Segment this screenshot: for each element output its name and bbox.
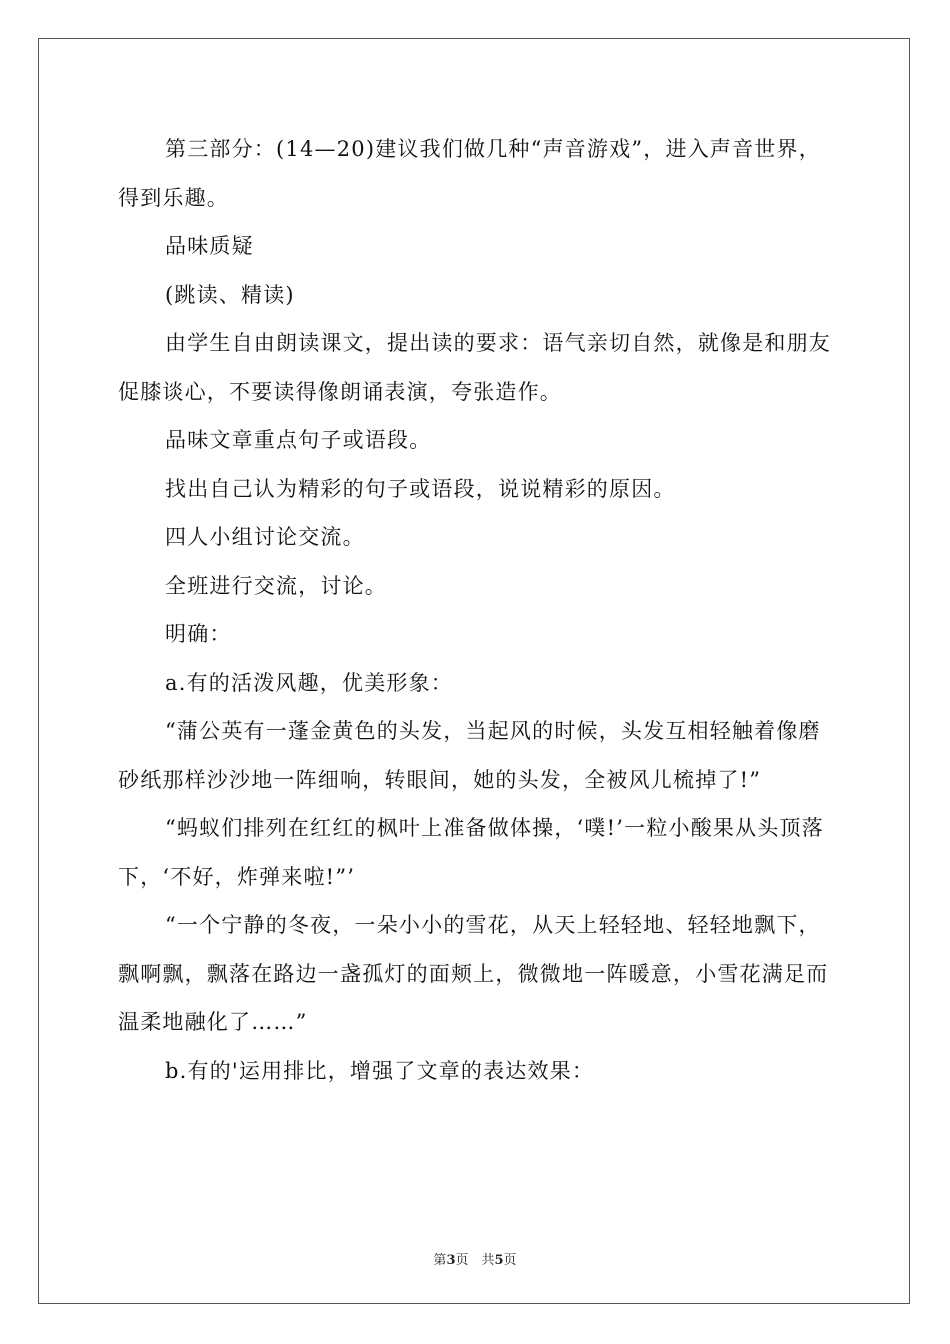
paragraph: 找出自己认为精彩的句子或语段，说说精彩的原因。 (165, 476, 676, 501)
paragraph: (跳读、精读) (165, 282, 295, 307)
paragraph: 由学生自由朗读课文，提出读的要求：语气亲切自然，就像是和朋友促膝谈心，不要读得像朗诵表演，夸张造作。 (118, 331, 831, 404)
total-pages-number: 5 (494, 1253, 504, 1268)
paragraph: 品味质疑 (165, 234, 254, 258)
paragraph: “蒲公英有一蓬金黄色的头发，当起风的时候，头发互相轻触着像磨砂纸那样沙沙地一阵细响，转眼间，她的头发，全被风儿梳掉了!” (118, 719, 821, 792)
document-body (118, 125, 834, 1095)
paragraph: 四人小组讨论交流。 (165, 525, 365, 549)
page-separator: 页 共 (455, 1253, 495, 1268)
paragraph: 全班进行交流，讨论。 (165, 573, 387, 598)
paragraph: b.有的'运用排比，增强了文章的表达效果： (165, 1058, 595, 1083)
paragraph: 明确： (165, 622, 232, 646)
page-prefix: 第 (433, 1253, 447, 1268)
paragraph: 第三部分：(14—20)建议我们做几种“声音游戏”，进入声音世界，得到乐趣。 (118, 137, 821, 210)
current-page-number: 3 (446, 1253, 456, 1268)
paragraph: a.有的活泼风趣，优美形象： (165, 670, 453, 695)
paragraph: “蚂蚁们排列在红红的枫叶上准备做体操，‘噗!’一粒小酸果从头顶落下，‘不好，炸弹来啦!”’ (118, 816, 824, 889)
page-footer (0, 1249, 950, 1268)
paragraph: “一个宁静的冬夜，一朵小小的雪花，从天上轻轻地、轻轻地飘下，飘啊飘，飘落在路边一盏孤灯的面颊上，微微地一阵暖意，小雪花满足而温柔地融化了……” (118, 913, 829, 1034)
paragraph: 品味文章重点句子或语段。 (165, 428, 432, 452)
page-suffix: 页 (503, 1253, 517, 1268)
